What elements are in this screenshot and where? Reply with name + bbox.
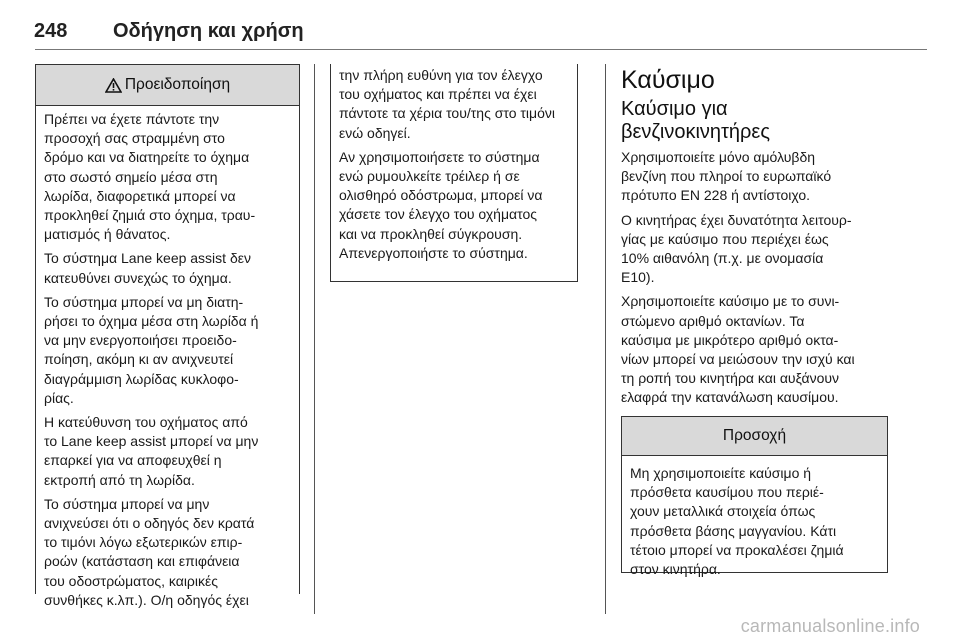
warning-continuation-box	[330, 64, 578, 282]
caution-title: Προσοχή	[722, 427, 787, 444]
text-line: στώμενο αριθμό οκτανίων. Τα	[621, 312, 805, 329]
text-line: διαγράμμιση λωρίδας κυκλοφο‐	[44, 370, 239, 387]
text-line: εκτροπή από τη λωρίδα.	[44, 471, 195, 488]
text-line: ροών (κατάσταση και επιφάνεια	[44, 553, 240, 570]
caution-paragraph	[630, 464, 881, 579]
warning-paragraph	[44, 413, 293, 490]
continuation-paragraph	[339, 66, 573, 143]
text-line: βενζίνη που πληροί το ευρωπαϊκό	[621, 168, 832, 185]
warning-title: Προειδοποίηση	[124, 76, 231, 93]
text-line: Χρησιμοποιείτε καύσιμο με το συνι‐	[621, 293, 840, 310]
text-line: του οχήματος και πρέπει να έχει	[339, 86, 537, 103]
text-line: Το σύστημα μπορεί να μην	[44, 495, 210, 512]
text-line: τέτοιο μπορεί να προκαλέσει ζημιά	[630, 541, 844, 558]
warning-paragraph	[44, 110, 293, 244]
text-line: λωρίδα, διαφορετικά μπορεί να	[44, 187, 236, 204]
text-line: Πρέπει να έχετε πάντοτε την	[44, 111, 220, 127]
text-line: Μη χρησιμοποιείτε καύσιμο ή	[630, 465, 812, 481]
caution-body	[622, 456, 887, 579]
warning-paragraph	[44, 249, 293, 287]
caution-header	[622, 417, 887, 456]
text-line: ελαφρά την κατανάλωση καυσίμου.	[621, 389, 839, 406]
fuel-section	[621, 64, 889, 413]
text-line: του οδοστρώματος, καιρικές	[44, 572, 218, 589]
warning-paragraph	[44, 495, 293, 610]
page-number: 248	[34, 20, 68, 42]
text-line: συνθήκες κ.λπ.). Ο/η οδηγός έχει	[44, 591, 249, 608]
caution-box	[621, 416, 888, 578]
text-line: ανιχνεύσει ότι ο οδηγός δεν κρατά	[44, 515, 255, 532]
column-divider	[605, 64, 606, 614]
fuel-paragraph	[621, 148, 889, 206]
text-line: το Lane keep assist μπορεί να μην	[44, 433, 259, 450]
text-line: χουν μεταλλικά στοιχεία όπως	[630, 503, 816, 520]
text-line: Απενεργοποιήστε το σύστημα.	[339, 244, 528, 261]
text-line: ματισμός ή θάνατος.	[44, 226, 171, 243]
text-line: Καύσιμο για	[621, 98, 728, 120]
text-line: καύσιμα με μικρότερο αριθμό οκτα‐	[621, 331, 839, 348]
text-line: ρήσει το όχημα μέσα στη λωρίδα ή	[44, 313, 259, 330]
text-line: την πλήρη ευθύνη για τον έλεγχο	[339, 67, 543, 83]
text-line: νίων μπορεί να μειώσουν την ισχύ και	[621, 351, 855, 368]
fuel-paragraph	[621, 292, 889, 407]
text-line: κατευθύνει συνεχώς το όχημα.	[44, 269, 232, 286]
text-line: το τιμόνι λόγω εξωτερικών επιρ‐	[44, 534, 243, 551]
text-line: δρόμο και να διατηρείτε το όχημα	[44, 149, 250, 166]
text-line: Η κατεύθυνση του οχήματος από	[44, 414, 248, 431]
text-line: πρόσθετα καυσίμου που περιέ‐	[630, 484, 824, 501]
text-line: E10).	[621, 269, 655, 286]
text-line: Το σύστημα μπορεί να μη διατη‐	[44, 293, 244, 310]
text-line: ενώ ρυμουλκείτε τρέιλερ ή σε	[339, 168, 520, 185]
continuation-paragraph	[339, 148, 573, 263]
text-line: πρόσθετα βάσης μαγγανίου. Κάτι	[630, 522, 837, 539]
text-line: πρότυπο EN 228 ή αντίστοιχο.	[621, 187, 811, 204]
fuel-subheading	[621, 98, 889, 144]
fuel-paragraph	[621, 211, 889, 288]
fuel-heading: Καύσιμο	[621, 66, 715, 94]
column-divider	[314, 64, 315, 614]
text-line: Το σύστημα Lane keep assist δεν	[44, 250, 251, 267]
warning-header	[36, 64, 299, 106]
text-line: επαρκεί για να αποφευχθεί η	[44, 452, 222, 469]
warning-paragraph	[44, 293, 293, 408]
text-line: Χρησιμοποιείτε μόνο αμόλυβδη	[621, 149, 816, 165]
text-line: βενζινοκινητήρες	[621, 121, 770, 143]
text-line: ρίας.	[44, 389, 74, 406]
text-line: πάντοτε τα χέρια του/της στο τιμόνι	[339, 105, 555, 122]
text-line: 10% αιθανόλη (π.χ. με ονομασία	[621, 250, 824, 267]
header-rule	[35, 49, 927, 50]
text-line: χάσετε τον έλεγχο του οχήματος	[339, 206, 537, 223]
page-header	[0, 0, 960, 52]
text-line: να μην ενεργοποιήσει προειδο‐	[44, 332, 237, 349]
warning-triangle-icon	[105, 78, 122, 93]
text-line: Αν χρησιμοποιήσετε το σύστημα	[339, 148, 540, 165]
warning-box	[35, 64, 300, 608]
text-line: ολισθηρό οδόστρωμα, μπορεί να	[339, 187, 543, 204]
text-line: στον κινητήρα.	[630, 561, 721, 578]
text-line: και να προκληθεί σύγκρουση.	[339, 225, 523, 242]
warning-body	[36, 106, 299, 610]
text-line: τη ροπή του κινητήρα και αυξάνουν	[621, 370, 840, 387]
text-line: ενώ οδηγεί.	[339, 124, 411, 141]
text-line: προσοχή σας στραμμένη στο	[44, 130, 225, 147]
text-line: στο σωστό σημείο μέσα στη	[44, 168, 218, 185]
text-line: προκληθεί ζημιά στο όχημα, τραυ‐	[44, 207, 256, 224]
watermark: carmanualsonline.info	[740, 616, 920, 636]
text-line: γίας με καύσιμο που περιέχει έως	[621, 230, 829, 247]
page-title: Οδήγηση και χρήση	[113, 20, 304, 42]
text-line: Ο κινητήρας έχει δυνατότητα λειτουρ‐	[621, 211, 852, 228]
text-line: ποίηση, ακόμη κι αν ανιχνευτεί	[44, 351, 234, 368]
